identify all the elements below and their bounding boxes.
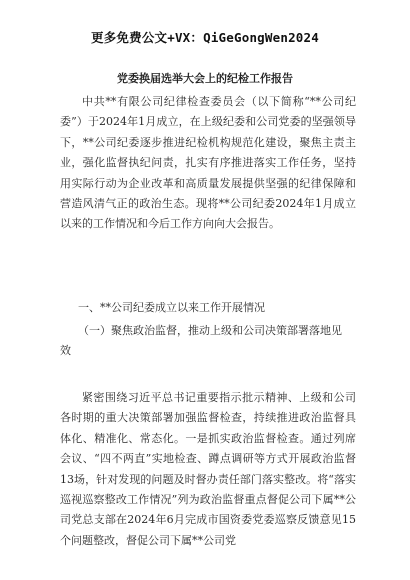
document-title: 党委换届选举大会上的纪检工作报告 xyxy=(117,72,293,85)
intro-paragraph: 中共**有限公司纪律检查委员会（以下简称“**公司纪委”）于2024年1月成立，在上级纪委和公司党委的坚强领导下，**公司纪委逐步推进纪检机构规范化建设，聚焦主责主业，强化监督执纪问责，扎实有序推进落实工作任务，坚持用实际行动为企业改革和高质量发展提供坚强的纪律保障和营造风清气正的政治生态。现将**公司纪委2024年1月成立以来的工作情况和今后工作方向向大会报告。 xyxy=(60,95,356,231)
watermark-banner: 更多免费公文+VX：QiGeGongWen2024 xyxy=(91,30,319,45)
subsection-heading xyxy=(60,321,358,362)
subsection-heading-line1: （一）聚焦政治监督，推动上级和公司决策部署落地见 xyxy=(78,324,342,337)
subsection-heading-line2: 效 xyxy=(60,344,71,358)
body-paragraph: 紧密围绕习近平总书记重要指示批示精神、上级和公司各时期的重大决策部署加强监督检查，持续推进政治监督具体化、精准化、常态化。一是抓实政治监督检查。通过列席会议、“四不两直”实地检查、蹲点调研等方式开展政治监督13场，针对发现的问题及时督办责任部门落实整改。将“落实巡视巡察整改工作情况”列为政治监督重点督促公司下属**公司党总支部在2024年6月完成市国资委党委巡察反馈意见15个问题整改，督促公司下属**公司党 xyxy=(60,391,356,547)
section-heading: 一、**公司纪委成立以来工作开展情况 xyxy=(78,301,265,314)
